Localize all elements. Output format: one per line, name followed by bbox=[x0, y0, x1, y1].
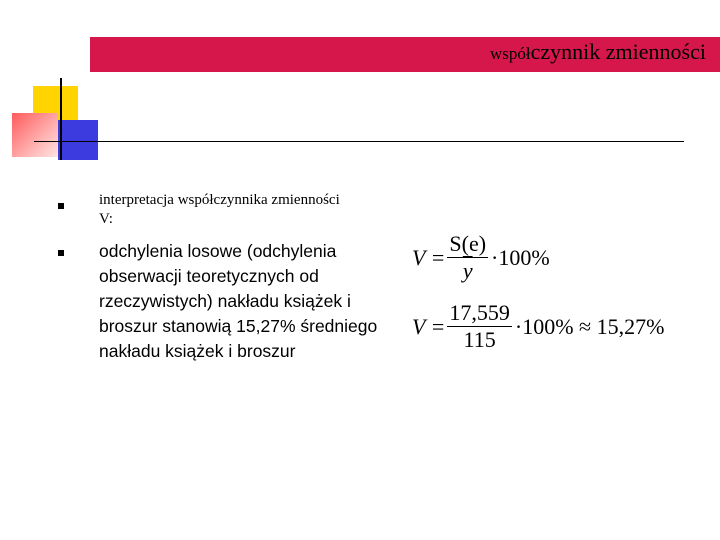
decor-red-square bbox=[12, 113, 58, 157]
title-bar bbox=[90, 37, 720, 72]
title-part-3: ści bbox=[681, 39, 706, 64]
bullet-text-1: interpretacja współczynnika zmienności V: bbox=[99, 192, 340, 227]
bullet-text-2: odchylenia losowe (odchylenia obserwacji teoretycznych od rzeczywistych) nakładu książek i broszur stanowią 15,27% średniego nakładu książek i broszur bbox=[99, 241, 378, 361]
formula1-fraction bbox=[447, 231, 488, 284]
formula1-lhs: V = bbox=[412, 244, 446, 270]
formula1-denominator: y bbox=[462, 258, 473, 283]
formula2-denominator: 115 bbox=[463, 327, 496, 352]
bullet-marker-1 bbox=[58, 203, 64, 209]
decor-horizontal-line bbox=[34, 141, 684, 142]
formula2-tail: ·100% ≈ 15,27% bbox=[514, 313, 665, 339]
decor-blue-square bbox=[58, 120, 98, 160]
bullet-marker-2 bbox=[58, 250, 64, 256]
decor-vertical-line bbox=[60, 78, 62, 160]
title-part-2: czynnik zmienno bbox=[530, 39, 682, 64]
formula2-fraction bbox=[447, 300, 512, 353]
formula-coefficient-value bbox=[412, 300, 664, 353]
formula2-lhs: V = bbox=[412, 313, 446, 339]
formula1-numerator: S(e) bbox=[449, 231, 487, 256]
slide-title bbox=[490, 39, 706, 65]
title-part-1: współ bbox=[490, 44, 531, 63]
formula1-tail: ·100% bbox=[491, 244, 550, 270]
formula2-numerator: 17,559 bbox=[449, 300, 510, 325]
formula-coefficient-definition bbox=[412, 231, 550, 284]
